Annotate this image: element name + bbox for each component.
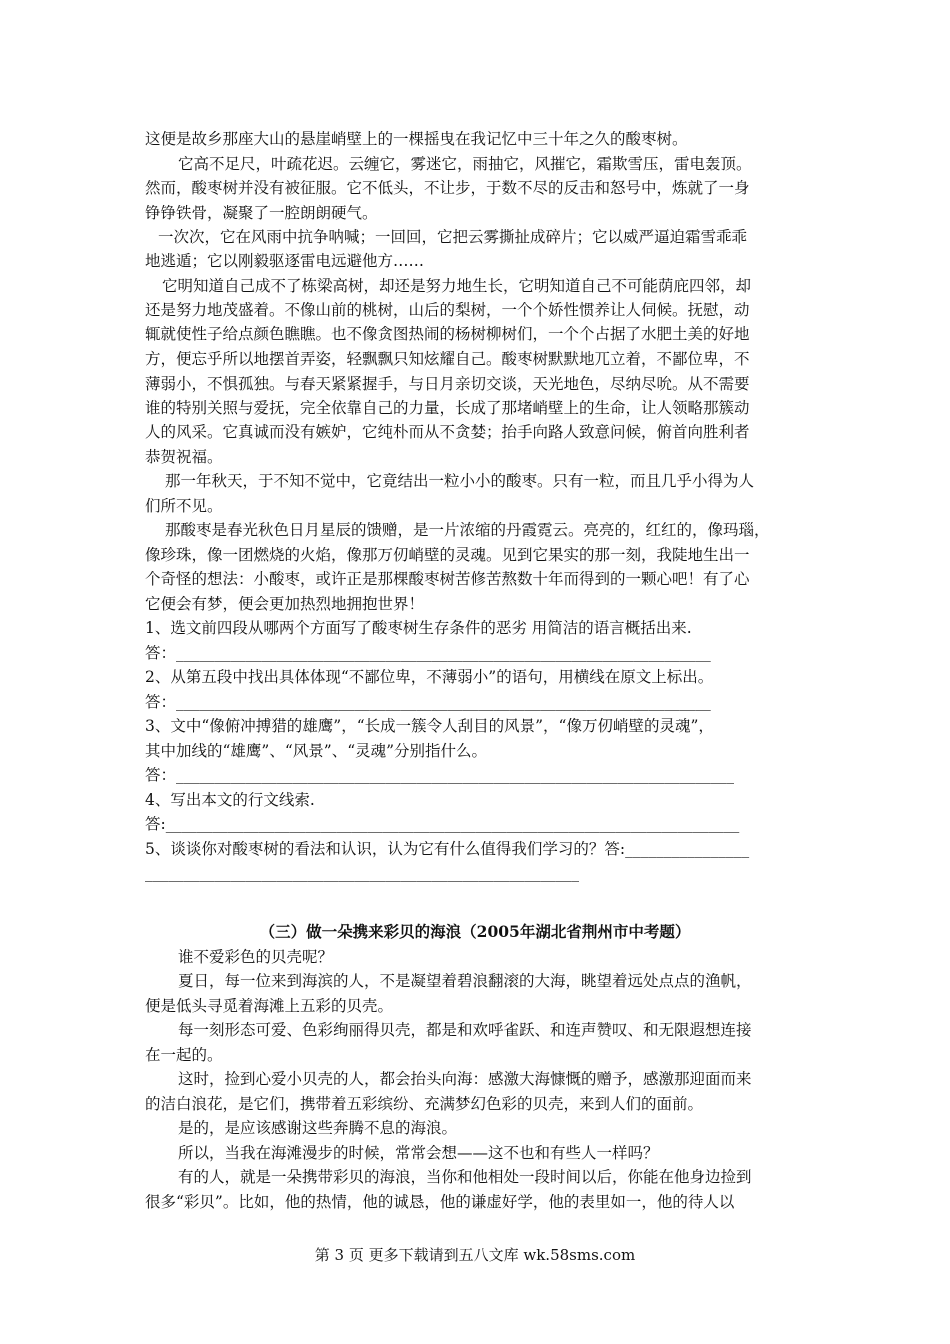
section3-title: （三）做一朵携来彩贝的海浪（2005年湖北省荆州市中考题） [259, 922, 691, 941]
passage1-p4-line4: 方，便忘乎所以地摆首弄姿，轻飘飘只知炫耀自己。酸枣树默默地兀立着，不鄙位卑，不 [145, 350, 750, 368]
passage1-p4-line3: 辄就使性子给点颜色瞧瞧。也不像贪图热闹的杨树柳树们，一个个占据了水肥土美的好地 [145, 325, 750, 343]
passage1-p4-line8: 恭贺祝福。 [145, 448, 223, 466]
passage1-p4-line1: 它明知道自己成不了栋梁高树，却还是努力地生长，它明知道自己不可能荫庇四邻，却 [162, 277, 752, 295]
answer-5-blank[interactable]: ________________________________________________________ [145, 864, 579, 882]
passage1-p2-line2: 然而，酸枣树并没有被征服。它不低头，不让步，于数不尽的反击和怒号中，炼就了一身 [145, 179, 750, 197]
passage1-p4-line5: 薄弱小，不惧孤独。与春天紧紧握手，与日月亲切交谈，天光地色，尽纳尽吮。从不需要 [145, 375, 750, 393]
section3-p2-line1: 夏日，每一位来到海滨的人，不是凝望着碧浪翻滚的大海，眺望着远处点点的渔帆， [178, 972, 752, 990]
section3-p5-line1: 是的，是应该感谢这些奔腾不息的海浪。 [178, 1119, 458, 1137]
passage1-p6-line3: 个奇怪的想法：小酸枣，或许正是那棵酸枣树苦修苦熬数十年而得到的一颗心吧！有了心 [145, 570, 750, 588]
page-footer: 第 3 页 更多下载请到五八文库 wk.58sms.com [314, 1246, 636, 1264]
section3-p4-line1: 这时，捡到心爱小贝壳的人，都会抬头向海：感激大海慷慨的赠予，感激那迎面而来 [178, 1070, 752, 1088]
section3-p1-line1: 谁不爱彩色的贝壳呢？ [178, 948, 334, 966]
answer-2-blank[interactable]: 答：_____________________________________________________________________ [145, 693, 711, 711]
answer-4-blank[interactable]: 答:__________________________________________________________________________ [145, 815, 740, 833]
answer-1-blank[interactable]: 答：_____________________________________________________________________ [145, 644, 711, 662]
answer-3-blank[interactable]: 答：________________________________________________________________________ [145, 766, 735, 784]
question-5: 5、谈谈你对酸枣树的看法和认识，认为它有什么值得我们学习的？答:________________ [145, 840, 750, 858]
section3-p7-line1: 有的人，就是一朵携带彩贝的海浪，当你和他相处一段时间以后，你能在他身边捡到 [178, 1168, 752, 1186]
passage1-p6-line4: 它便会有梦，便会更加热烈地拥抱世界！ [145, 595, 425, 613]
passage1-p3-line1: 一次次，它在风雨中抗争呐喊；一回回，它把云雾撕扯成碎片；它以威严逼迫霜雪乖乖 [158, 228, 748, 246]
section3-p3-line1: 每一刻形态可爱、色彩绚丽得贝壳，都是和欢呼雀跃、和连声赞叹、和无限遐想连接 [178, 1021, 752, 1039]
passage1-p6-line2: 像珍珠，像一团燃烧的火焰，像那万仞峭壁的灵魂。见到它果实的那一刻，我陡地生出一 [145, 546, 750, 564]
passage1-p5-line1: 那一年秋天，于不知不觉中，它竟结出一粒小小的酸枣。只有一粒，而且几乎小得为人 [165, 472, 755, 490]
question-3-line2: 其中加线的“雄鹰”、“风景”、“灵魂”分别指什么。 [145, 742, 488, 760]
section3-p6-line1: 所以，当我在海滩漫步的时候，常常会想——这不也和有些人一样吗？ [178, 1144, 659, 1162]
passage1-p4-line6: 谁的特别关照与爱抚，完全依靠自己的力量，长成了那堵峭壁上的生命，让人领略那簇动 [145, 399, 750, 417]
passage1-p6-line1: 那酸枣是春光秋色日月星辰的馈赠，是一片浓缩的丹霞霓云。亮亮的，红红的，像玛瑙， [165, 521, 770, 539]
passage1-p4-line7: 人的风采。它真诚而没有嫉妒，它纯朴而从不贪婪；抬手向路人致意问候，俯首向胜利者 [145, 423, 750, 441]
passage1-p4-line2: 还是努力地茂盛着。不像山前的桃树，山后的梨树，一个个娇性惯养让人伺候。抚慰，动 [145, 301, 750, 319]
question-3-line1: 3、文中“像俯冲搏猎的雄鹰”，“长成一簇令人刮目的风景”，“像万仞峭壁的灵魂”， [145, 717, 714, 735]
passage1-p2-line1: 它高不足尺，叶疏花迟。云缠它，雾迷它，雨抽它，风摧它，霜欺雪压，雷电轰顶。 [178, 155, 752, 173]
section3-p3-line2: 在一起的。 [145, 1046, 223, 1064]
passage1-p5-line2: 们所不见。 [145, 497, 223, 515]
section3-p7-line2: 很多“彩贝”。比如，他的热情，他的诚恳，他的谦虚好学，他的表里如一，他的待人以 [145, 1193, 735, 1211]
passage1-p1-line1: 这便是故乡那座大山的悬崖峭壁上的一棵摇曳在我记忆中三十年之久的酸枣树。 [145, 130, 688, 148]
question-2: 2、从第五段中找出具体体现“不鄙位卑，不薄弱小”的语句，用横线在原文上标出。 [145, 668, 714, 686]
passage1-p3-line2: 地逃遁；它以刚毅驱逐雷电远避他方…… [145, 252, 425, 270]
question-1: 1、选文前四段从哪两个方面写了酸枣树生存条件的恶劣 用简洁的语言概括出来. [145, 619, 692, 637]
question-4: 4、写出本文的行文线索. [145, 791, 315, 809]
passage1-p2-line3: 铮铮铁骨，凝聚了一腔朗朗硬气。 [145, 204, 378, 222]
section3-p4-line2: 的洁白浪花，是它们，携带着五彩缤纷、充满梦幻色彩的贝壳，来到人们的面前。 [145, 1095, 704, 1113]
section3-p2-line2: 便是低头寻觅着海滩上五彩的贝壳。 [145, 997, 394, 1015]
